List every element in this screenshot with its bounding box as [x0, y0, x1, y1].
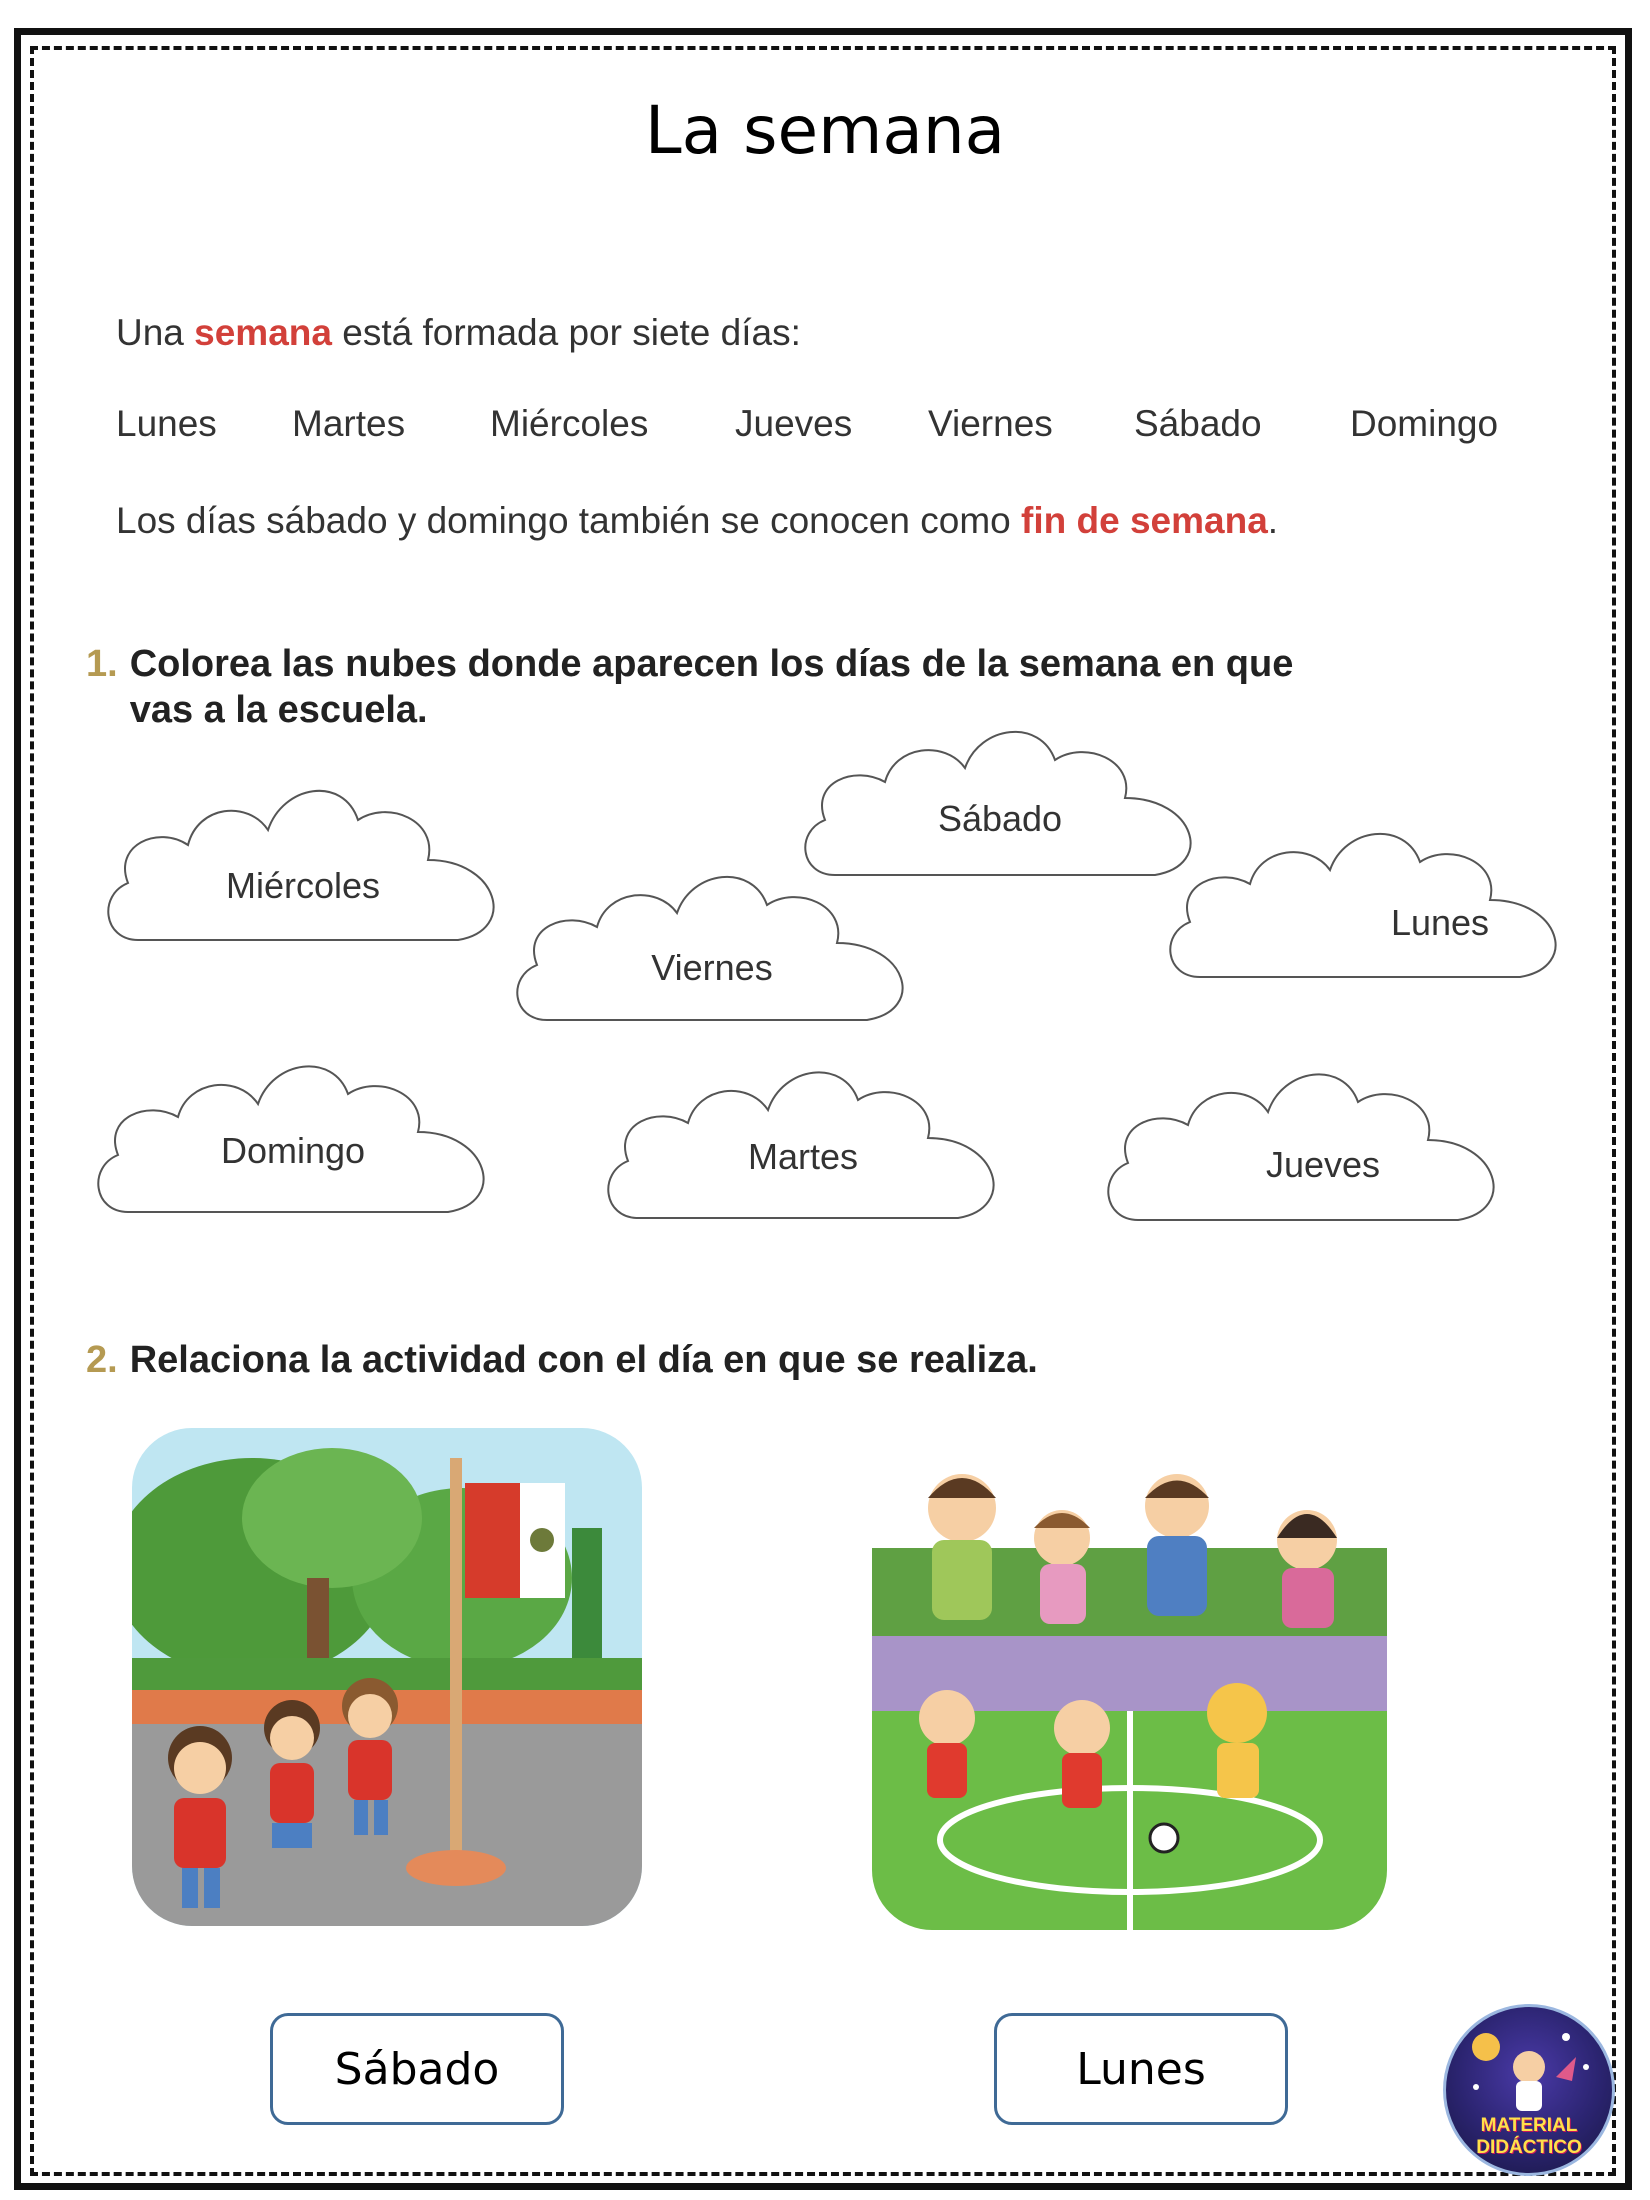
cloud-label: Jueves [1265, 1144, 1381, 1185]
flag-ceremony-illustration [132, 1428, 642, 1926]
intro-prefix: Una [116, 312, 195, 353]
intro-suffix: está formada por siete días: [331, 312, 801, 353]
answer-box-lunes[interactable]: Lunes [994, 2013, 1288, 2125]
cloud-lunes[interactable] [1160, 812, 1570, 1002]
cloud-label: Sábado [937, 798, 1063, 839]
soccer-game-illustration [872, 1428, 1387, 1930]
page-title: La semana [644, 92, 1006, 169]
cloud-label: Lunes [1390, 902, 1490, 943]
weekend-text [116, 500, 1278, 542]
weekend-highlight: fin de semana [1021, 500, 1268, 541]
day-jueves: Jueves [735, 403, 853, 444]
question-2 [86, 1337, 1038, 1383]
question-1-line1: Colorea las nubes donde aparecen los días de la semana en que [129, 643, 1294, 685]
cloud-label: Martes [747, 1136, 859, 1177]
day-domingo: Domingo [1350, 403, 1499, 444]
day-viernes: Viernes [928, 403, 1053, 444]
cloud-martes[interactable] [598, 1048, 1008, 1243]
weekend-suffix: . [1267, 500, 1279, 541]
answer-box-sabado[interactable]: Sábado [270, 2013, 564, 2125]
cloud-label: Domingo [220, 1130, 366, 1171]
day-martes: Martes [292, 403, 406, 444]
day-sabado: Sábado [1134, 403, 1262, 444]
cloud-label: Viernes [651, 947, 773, 988]
material-didactico-logo [1443, 2004, 1615, 2176]
logo-text-didactico: DIDÁCTICO [1476, 2137, 1582, 2158]
logo-text-material: MATERIAL [1480, 2115, 1578, 2136]
cloud-label: Miércoles [225, 865, 381, 906]
cloud-viernes[interactable] [507, 855, 917, 1045]
question-2-number: 2. [86, 1339, 118, 1381]
question-2-text: Relaciona la actividad con el día en que se realiza. [129, 1339, 1038, 1381]
intro-text [116, 312, 801, 354]
cloud-domingo[interactable] [88, 1042, 498, 1237]
intro-highlight: semana [194, 312, 332, 353]
cloud-miercoles[interactable] [98, 765, 508, 965]
day-miercoles: Miércoles [490, 403, 649, 444]
question-1-number: 1. [86, 643, 118, 685]
question-1-line2: vas a la escuela. [129, 689, 428, 731]
day-lunes: Lunes [116, 403, 217, 444]
cloud-jueves[interactable] [1098, 1050, 1508, 1245]
weekend-prefix: Los días sábado y domingo también se conocen como [116, 500, 1022, 541]
